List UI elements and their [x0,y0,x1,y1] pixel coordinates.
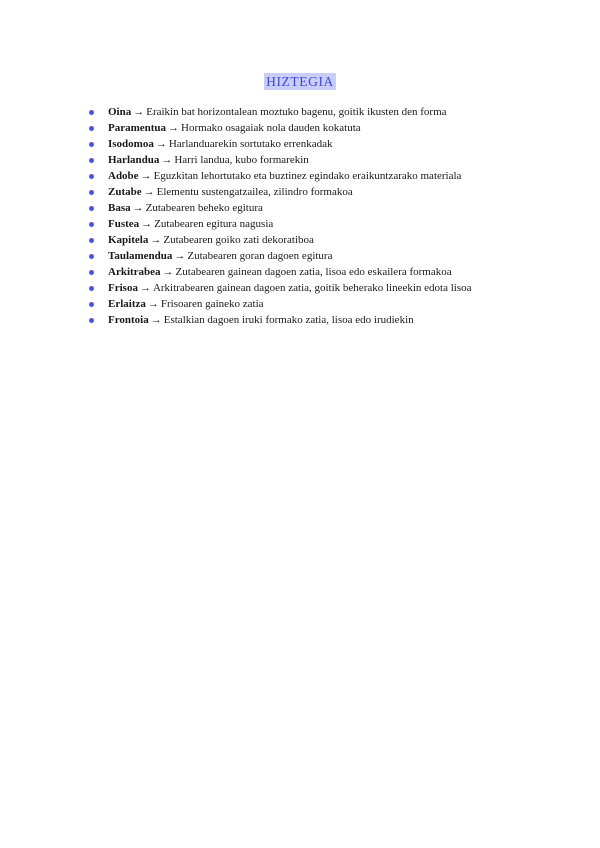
list-item [86,312,566,328]
arrow-right-icon: → [141,218,153,230]
glossary-term: Oina [108,106,132,118]
glossary-term: Kapitela [108,234,149,246]
arrow-right-icon: → [168,122,180,134]
page-title: HIZTEGIA [266,74,334,89]
bullet-icon [89,110,94,115]
glossary-definition: Harri landua, kubo formarekin [174,154,309,166]
glossary-term: Harlandua [108,154,160,166]
arrow-right-icon: → [139,282,151,294]
bullet-icon [89,174,94,179]
bullet-icon [89,158,94,163]
glossary-term: Arkitrabea [108,266,161,278]
glossary-definition: Zutabearen goran dagoen egitura [187,250,333,262]
arrow-right-icon: → [155,138,167,150]
glossary-term: Zutabe [108,186,142,198]
glossary-term: Frontoia [108,314,149,326]
glossary-term: Erlaitza [108,298,146,310]
glossary-definition: Zutabearen goiko zati dekoratiboa [163,234,314,246]
glossary-term: Fustea [108,218,140,230]
arrow-right-icon: → [147,298,159,310]
glossary-list [86,104,566,328]
arrow-right-icon: → [150,314,162,326]
bullet-icon [89,142,94,147]
list-item [86,136,566,152]
list-item [86,280,566,296]
arrow-right-icon: → [133,106,145,118]
bullet-icon [89,238,94,243]
arrow-right-icon: → [140,170,152,182]
glossary-definition: Frisoaren gaineko zatia [160,298,264,310]
list-item [86,264,566,280]
arrow-right-icon: → [162,266,174,278]
glossary-term: Isodomoa [108,138,154,150]
list-item [86,168,566,184]
glossary-definition: Eguzkitan lehortutako eta buztinez egindako eraikuntzarako materiala [153,170,462,182]
glossary-definition: Zutabearen beheko egitura [145,202,263,214]
list-item [86,216,566,232]
list-item [86,104,566,120]
bullet-icon [89,318,94,323]
glossary-definition: Elementu sustengatzailea, zilindro formakoa [156,186,353,198]
arrow-right-icon: → [132,202,144,214]
list-item [86,120,566,136]
glossary-definition: Hormako osagaiak nola dauden kokatuta [181,122,361,134]
glossary-definition: Harlanduarekin sortutako errenkadak [168,138,333,150]
bullet-icon [89,270,94,275]
list-item [86,248,566,264]
title-container [0,73,600,91]
glossary-term: Paramentua [108,122,167,134]
list-item [86,296,566,312]
arrow-right-icon: → [150,234,162,246]
glossary-term: Adobe [108,170,139,182]
glossary-definition: Zutabearen egitura nagusia [154,218,274,230]
bullet-icon [89,206,94,211]
glossary-definition: Estalkian dagoen iruki formako zatia, lisoa edo irudiekin [163,314,414,326]
glossary-term: Frisoa [108,282,138,294]
list-item [86,200,566,216]
bullet-icon [89,254,94,259]
arrow-right-icon: → [161,154,173,166]
arrow-right-icon: → [143,186,155,198]
arrow-right-icon: → [174,250,186,262]
bullet-icon [89,222,94,227]
glossary-term: Taulamendua [108,250,173,262]
bullet-icon [89,286,94,291]
glossary-term: Basa [108,202,131,214]
bullet-icon [89,302,94,307]
glossary-definition: Eraikin bat horizontalean moztuko bagenu, goitik ikusten den forma [146,106,447,118]
glossary-definition: Arkitrabearen gainean dagoen zatia, goitik beherako lineekin edota lisoa [152,282,472,294]
list-item [86,232,566,248]
list-item [86,184,566,200]
glossary-definition: Zutabearen gainean dagoen zatia, lisoa edo eskailera formakoa [175,266,452,278]
bullet-icon [89,126,94,131]
bullet-icon [89,190,94,195]
list-item [86,152,566,168]
